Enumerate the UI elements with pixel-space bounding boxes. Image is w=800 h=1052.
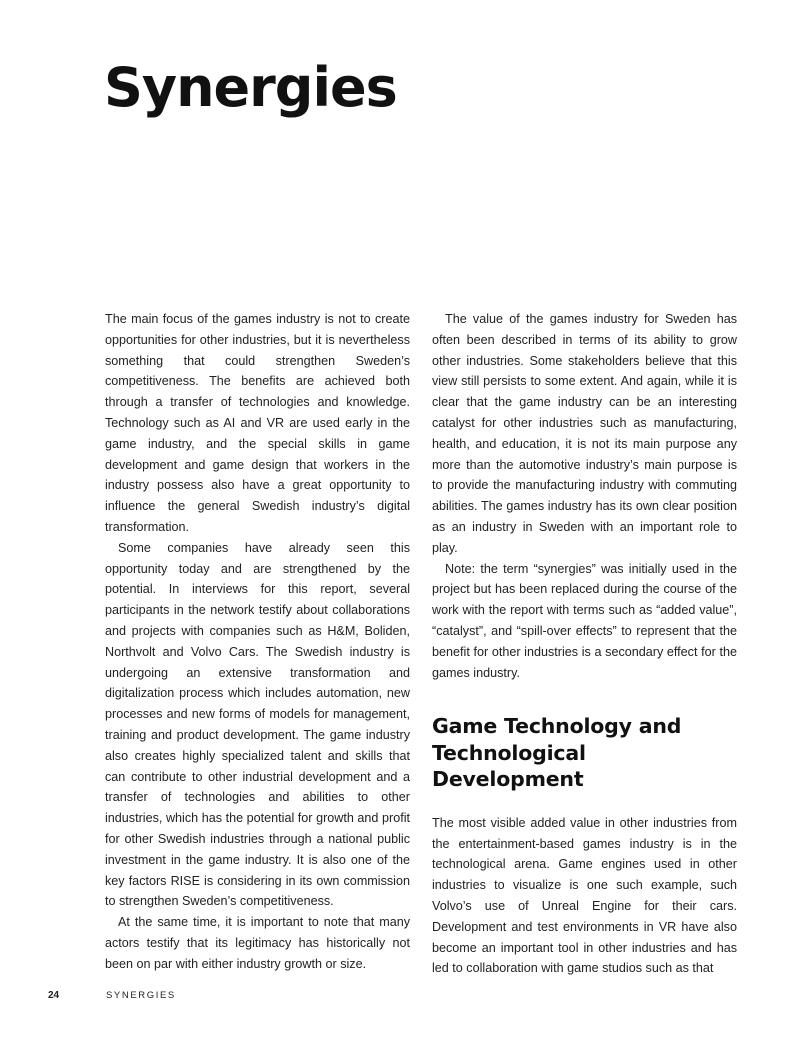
section-heading: Game Technology and Technological Development [432, 714, 682, 792]
paragraph: The value of the games industry for Sweden has often been described in terms of its ability to grow other industries. Some stakeholders believe that this view still persists to some extent. And again, while it is clear that the game industry can be an interesting catalyst for other industries such as manufacturing, health, and education, it is not its main purpose any more than the automotive industry’s main purpose is to provide the manufacturing industry with commuting abilities. The games industry has its own clear position as an industry in Sweden with an important role to play. [432, 312, 737, 555]
right-column [432, 309, 737, 979]
paragraph: The most visible added value in other industries from the entertainment-based games industry is in the technological arena. Game engines used in other industries to visualize is one such example, such Volvo’s use of Unreal Engine for their cars. Development and test environments in VR have also become an important tool in other industries and has led to collaboration with game studios such as that [432, 815, 737, 976]
page-title: Synergies [104, 56, 397, 119]
left-column [105, 309, 410, 975]
paragraph: The main focus of the games industry is not to create opportunities for other industries, but it is nevertheless something that could strengthen Sweden’s competitiveness. The benefits are achieved both through a transfer of technologies and knowledge. Technology such as AI and VR are used early in the game industry, and the special skills in game development and game design that workers in the industry possess also have a great opportunity to influence the general Swedish industry’s digital transformation. [105, 312, 410, 534]
running-footer: SYNERGIES [106, 990, 176, 1001]
paragraph: Some companies have already seen this opportunity today and are strengthened by the potential. In interviews for this report, several participants in the network testify about collaborations and projects with companies such as H&M, Boliden, Northvolt and Volvo Cars. The Swedish industry is undergoing an extensive transformation and digitalization process which includes automation, new processes and new forms of models for management, training and product development. The game industry also creates highly specialized talent and skills that can contribute to other industrial development and a transfer of technologies and abilities to other industries, which has the potential for growth and profit for other Swedish industries through a national public investment in the game industry. It is also one of the key factors RISE is considering in its own commission to strengthen Sweden’s competitiveness. [105, 540, 410, 909]
page-number: 24 [48, 990, 60, 1001]
paragraph: At the same time, it is important to note that many actors testify that its legitimacy has historically not been on par with either industry growth or size. [105, 915, 410, 971]
paragraph: Note: the term “synergies” was initially used in the project but has been replaced during the course of the work with the report with terms such as “added value”, “catalyst”, and “spill-over effects” to represent that the benefit for other industries is a secondary effect for the games industry. [432, 561, 737, 680]
